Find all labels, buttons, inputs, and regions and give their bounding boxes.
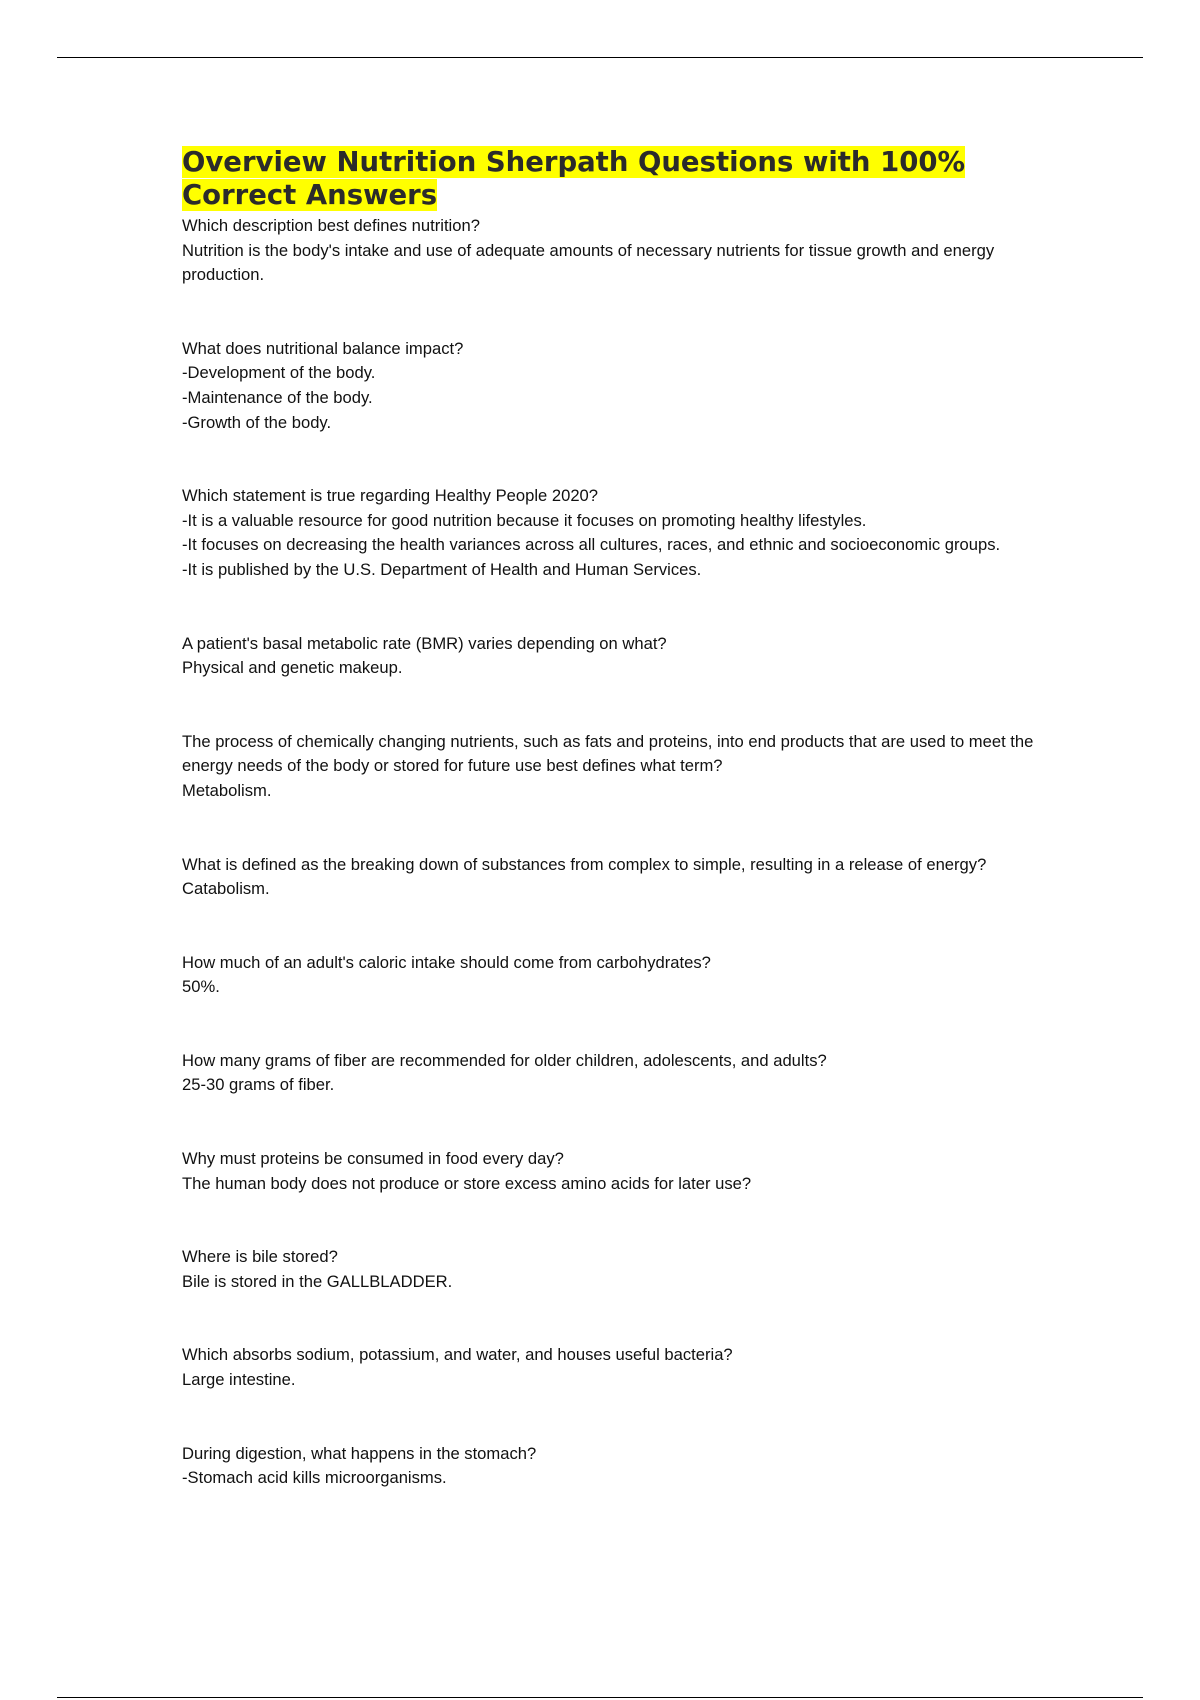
- question-text: What does nutritional balance impact?: [182, 338, 464, 358]
- question-text: A patient's basal metabolic rate (BMR) varies depending on what?: [182, 633, 667, 653]
- question-text: Which absorbs sodium, potassium, and water, and houses useful bacteria?: [182, 1345, 733, 1365]
- question-text: How much of an adult's caloric intake should come from carbohydrates?: [182, 952, 711, 972]
- question-text: The process of chemically changing nutrients, such as fats and proteins, into end products that are used to meet the energy needs of the body or stored for future use best defines what term?: [182, 731, 1034, 776]
- qa-item: [182, 1442, 1042, 1491]
- qa-item: [182, 337, 1042, 435]
- qa-item: [182, 484, 1042, 582]
- answer-text: Bile is stored in the GALLBLADDER.: [182, 1271, 453, 1291]
- top-rule: [57, 57, 1143, 58]
- qa-item: [182, 1147, 1042, 1196]
- answer-text: -Stomach acid kills microorganisms.: [182, 1468, 447, 1488]
- title-highlight: Overview Nutrition Sherpath Questions with 100% Correct Answers: [182, 146, 966, 211]
- qa-item: [182, 632, 1042, 681]
- question-text: Which description best defines nutrition?: [182, 216, 480, 235]
- document-title: [182, 146, 1042, 212]
- qa-item: [182, 730, 1042, 804]
- answer-text: 50%.: [182, 977, 220, 997]
- answer-text: -It focuses on decreasing the health variances across all cultures, races, and ethnic and socioeconomic groups.: [182, 535, 1001, 555]
- question-text: Where is bile stored?: [182, 1247, 338, 1267]
- bottom-rule: [57, 1697, 1143, 1698]
- answer-text: Physical and genetic makeup.: [182, 658, 403, 678]
- answer-text: -It is published by the U.S. Department of Health and Human Services.: [182, 559, 702, 579]
- answer-text: -Growth of the body.: [182, 412, 332, 432]
- answer-text: -Maintenance of the body.: [182, 387, 373, 407]
- answer-text: Nutrition is the body's intake and use of adequate amounts of necessary nutrients for tissue growth and energy production.: [182, 240, 995, 285]
- answer-text: 25-30 grams of fiber.: [182, 1075, 335, 1095]
- question-text: During digestion, what happens in the stomach?: [182, 1443, 537, 1463]
- answer-text: -It is a valuable resource for good nutrition because it focuses on promoting healthy lifestyles.: [182, 510, 867, 530]
- answer-text: Large intestine.: [182, 1370, 296, 1390]
- question-text: Which statement is true regarding Healthy People 2020?: [182, 486, 599, 506]
- question-text: Why must proteins be consumed in food every day?: [182, 1149, 564, 1169]
- qa-list: [182, 214, 1042, 1491]
- question-text: What is defined as the breaking down of substances from complex to simple, resulting in a release of energy?: [182, 854, 987, 874]
- question-text: How many grams of fiber are recommended for older children, adolescents, and adults?: [182, 1050, 827, 1070]
- qa-item: [182, 1049, 1042, 1098]
- answer-text: The human body does not produce or store excess amino acids for later use?: [182, 1173, 752, 1193]
- qa-item: [182, 1245, 1042, 1294]
- qa-item: [182, 951, 1042, 1000]
- qa-item: [182, 1343, 1042, 1392]
- answer-text: Catabolism.: [182, 879, 270, 899]
- answer-text: Metabolism.: [182, 780, 272, 800]
- qa-item: [182, 214, 1042, 288]
- document-body: [182, 146, 1042, 1540]
- qa-item: [182, 853, 1042, 902]
- answer-text: -Development of the body.: [182, 363, 376, 383]
